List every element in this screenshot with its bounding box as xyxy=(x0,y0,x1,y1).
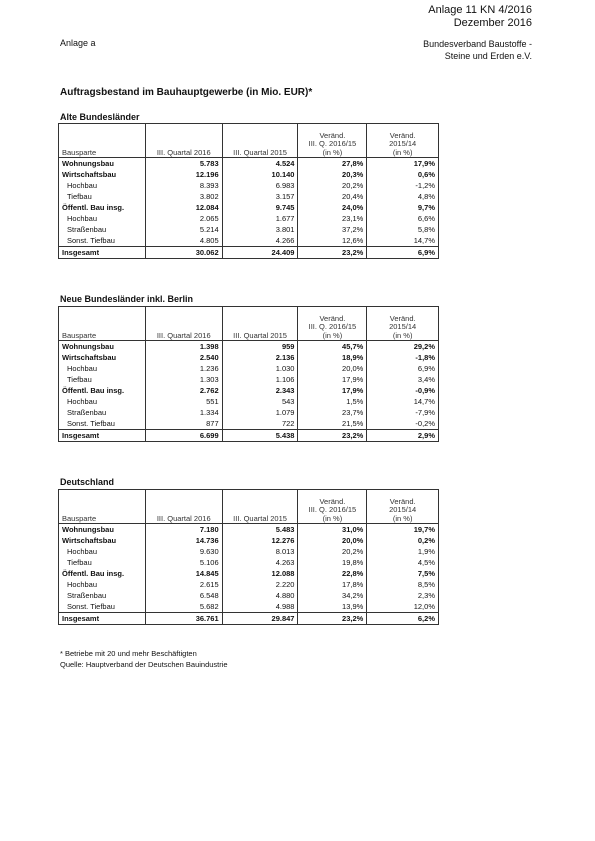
change-2016-15: 1,5% xyxy=(298,396,367,407)
value-q2016: 14.736 xyxy=(145,535,222,546)
value-q2015: 2.220 xyxy=(222,579,298,590)
value-q2016: 877 xyxy=(145,418,222,430)
table-row xyxy=(59,213,439,224)
row-label: Wirtschaftsbau xyxy=(59,535,146,546)
change-2016-15: 23,2% xyxy=(298,430,367,442)
change-2016-15: 37,2% xyxy=(298,224,367,235)
change-2015-14: 14,7% xyxy=(367,396,439,407)
column-header-text: Bausparte xyxy=(62,513,97,523)
value-q2015: 4.263 xyxy=(222,557,298,568)
change-2015-14: 4,8% xyxy=(367,191,439,202)
table-row xyxy=(59,601,439,613)
value-q2015: 10.140 xyxy=(222,169,298,180)
table-row xyxy=(59,158,439,170)
row-label: Hochbau xyxy=(59,363,146,374)
column-header-q2015 xyxy=(222,307,298,341)
column-header-q2015 xyxy=(222,490,298,524)
change-2015-14: 12,0% xyxy=(367,601,439,613)
change-2016-15: 17,9% xyxy=(298,385,367,396)
table-row xyxy=(59,546,439,557)
column-header-text: Veränd. xyxy=(389,496,416,506)
report-date: Dezember 2016 xyxy=(453,17,532,29)
column-header-text: (in %) xyxy=(322,147,343,157)
value-q2016: 7.180 xyxy=(145,524,222,536)
column-header-text: Veränd. xyxy=(389,313,416,323)
table-row xyxy=(59,418,439,430)
row-label: Öffentl. Bau insg. xyxy=(59,385,146,396)
value-q2015: 9.745 xyxy=(222,202,298,213)
change-2015-14: 6,6% xyxy=(367,213,439,224)
column-header-text: (in %) xyxy=(322,513,343,523)
value-q2015: 1.677 xyxy=(222,213,298,224)
column-header-change-2016-15 xyxy=(298,307,367,341)
value-q2015: 8.013 xyxy=(222,546,298,557)
column-header-change-2016-15 xyxy=(298,490,367,524)
data-table xyxy=(58,123,439,259)
change-2016-15: 13,9% xyxy=(298,601,367,613)
change-2016-15: 23,1% xyxy=(298,213,367,224)
row-label: Straßenbau xyxy=(59,590,146,601)
column-header-text: (in %) xyxy=(392,513,413,523)
change-2016-15: 17,8% xyxy=(298,579,367,590)
change-2015-14: 9,7% xyxy=(367,202,439,213)
value-q2016: 1.334 xyxy=(145,407,222,418)
row-label: Straßenbau xyxy=(59,407,146,418)
document-title: Auftragsbestand im Bauhauptgewerbe (in Mio. EUR)* xyxy=(60,87,313,98)
change-2016-15: 34,2% xyxy=(298,590,367,601)
table-row xyxy=(59,191,439,202)
row-label: Wirtschaftsbau xyxy=(59,352,146,363)
row-label: Öffentl. Bau insg. xyxy=(59,202,146,213)
change-2016-15: 21,5% xyxy=(298,418,367,430)
column-header-text: III. Quartal 2016 xyxy=(156,147,211,157)
row-label: Öffentl. Bau insg. xyxy=(59,568,146,579)
change-2016-15: 24,0% xyxy=(298,202,367,213)
value-q2016: 1.236 xyxy=(145,363,222,374)
table-row xyxy=(59,557,439,568)
table-row xyxy=(59,363,439,374)
change-2015-14: 5,8% xyxy=(367,224,439,235)
value-q2016: 5.783 xyxy=(145,158,222,170)
column-header-q2016 xyxy=(145,307,222,341)
column-header-change-2015-14 xyxy=(367,124,439,158)
column-header-q2015 xyxy=(222,124,298,158)
change-2016-15: 20,2% xyxy=(298,180,367,191)
column-header-bausparte xyxy=(59,124,146,158)
change-2015-14: 7,5% xyxy=(367,568,439,579)
value-q2015: 4.524 xyxy=(222,158,298,170)
section-title: Alte Bundesländer xyxy=(60,112,140,122)
change-2016-15: 20,2% xyxy=(298,546,367,557)
value-q2016: 5.106 xyxy=(145,557,222,568)
row-label: Insgesamt xyxy=(59,430,146,442)
value-q2016: 30.062 xyxy=(145,247,222,259)
table-row xyxy=(59,341,439,353)
value-q2015: 4.266 xyxy=(222,235,298,247)
row-label: Sonst. Tiefbau xyxy=(59,418,146,430)
value-q2015: 543 xyxy=(222,396,298,407)
change-2016-15: 20,3% xyxy=(298,169,367,180)
table-row xyxy=(59,374,439,385)
row-label: Insgesamt xyxy=(59,247,146,259)
table-row xyxy=(59,235,439,247)
data-table xyxy=(58,489,439,625)
value-q2015: 1.030 xyxy=(222,363,298,374)
table-row xyxy=(59,535,439,546)
column-header-text: III. Quartal 2016 xyxy=(156,330,211,340)
change-2016-15: 20,4% xyxy=(298,191,367,202)
column-header-text: Bausparte xyxy=(62,147,97,157)
section-title: Deutschland xyxy=(60,477,115,487)
table-row xyxy=(59,613,439,625)
change-2015-14: -7,9% xyxy=(367,407,439,418)
table-row xyxy=(59,224,439,235)
change-2015-14: 2,3% xyxy=(367,590,439,601)
value-q2016: 5.682 xyxy=(145,601,222,613)
value-q2016: 14.845 xyxy=(145,568,222,579)
value-q2015: 5.438 xyxy=(222,430,298,442)
value-q2015: 2.136 xyxy=(222,352,298,363)
column-header-text: III. Q. 2016/15 xyxy=(308,322,357,331)
table-header-row xyxy=(59,307,439,341)
column-header-text: (in %) xyxy=(392,147,413,157)
column-header-bausparte xyxy=(59,490,146,524)
change-2015-14: -0,9% xyxy=(367,385,439,396)
row-label: Wirtschaftsbau xyxy=(59,169,146,180)
change-2015-14: 2,9% xyxy=(367,430,439,442)
column-header-text: Veränd. xyxy=(389,130,416,140)
row-label: Wohnungsbau xyxy=(59,341,146,353)
change-2015-14: 29,2% xyxy=(367,341,439,353)
value-q2016: 1.303 xyxy=(145,374,222,385)
column-header-text: Veränd. xyxy=(319,313,346,323)
row-label: Hochbau xyxy=(59,213,146,224)
value-q2015: 722 xyxy=(222,418,298,430)
value-q2016: 551 xyxy=(145,396,222,407)
value-q2015: 1.079 xyxy=(222,407,298,418)
change-2016-15: 23,2% xyxy=(298,613,367,625)
table-row xyxy=(59,396,439,407)
value-q2016: 2.762 xyxy=(145,385,222,396)
column-header-q2016 xyxy=(145,124,222,158)
table-header-row xyxy=(59,124,439,158)
change-2015-14: 0,6% xyxy=(367,169,439,180)
change-2015-14: 0,2% xyxy=(367,535,439,546)
value-q2015: 959 xyxy=(222,341,298,353)
value-q2015: 6.983 xyxy=(222,180,298,191)
value-q2015: 12.088 xyxy=(222,568,298,579)
column-header-text: (in %) xyxy=(322,330,343,340)
change-2016-15: 31,0% xyxy=(298,524,367,536)
change-2016-15: 23,2% xyxy=(298,247,367,259)
change-2016-15: 20,0% xyxy=(298,363,367,374)
change-2015-14: 19,7% xyxy=(367,524,439,536)
change-2015-14: 6,2% xyxy=(367,613,439,625)
organization-line-2: Steine und Erden e.V. xyxy=(444,51,532,61)
value-q2015: 24.409 xyxy=(222,247,298,259)
row-label: Wohnungsbau xyxy=(59,158,146,170)
change-2015-14: 3,4% xyxy=(367,374,439,385)
table-row xyxy=(59,385,439,396)
value-q2015: 1.106 xyxy=(222,374,298,385)
row-label: Hochbau xyxy=(59,546,146,557)
change-2015-14: 1,9% xyxy=(367,546,439,557)
table-row xyxy=(59,590,439,601)
value-q2015: 3.801 xyxy=(222,224,298,235)
table-row xyxy=(59,169,439,180)
table-row xyxy=(59,579,439,590)
row-label: Straßenbau xyxy=(59,224,146,235)
value-q2016: 6.699 xyxy=(145,430,222,442)
column-header-change-2016-15 xyxy=(298,124,367,158)
change-2015-14: 14,7% xyxy=(367,235,439,247)
table-row xyxy=(59,430,439,442)
change-2016-15: 23,7% xyxy=(298,407,367,418)
value-q2015: 3.157 xyxy=(222,191,298,202)
value-q2016: 5.214 xyxy=(145,224,222,235)
column-header-text: 2015/14 xyxy=(389,322,417,331)
column-header-q2016 xyxy=(145,490,222,524)
value-q2015: 12.276 xyxy=(222,535,298,546)
change-2016-15: 27,8% xyxy=(298,158,367,170)
column-header-text: III. Quartal 2016 xyxy=(156,513,211,523)
change-2015-14: -1,2% xyxy=(367,180,439,191)
source-note: Quelle: Hauptverband der Deutschen Bauindustrie xyxy=(60,660,228,669)
value-q2016: 3.802 xyxy=(145,191,222,202)
column-header-text: Veränd. xyxy=(319,496,346,506)
annex-reference: Anlage 11 KN 4/2016 xyxy=(428,4,532,16)
column-header-text: III. Quartal 2015 xyxy=(233,513,287,523)
change-2015-14: -1,8% xyxy=(367,352,439,363)
data-table xyxy=(58,306,439,442)
value-q2016: 2.540 xyxy=(145,352,222,363)
row-label: Wohnungsbau xyxy=(59,524,146,536)
value-q2016: 4.805 xyxy=(145,235,222,247)
value-q2016: 12.196 xyxy=(145,169,222,180)
row-label: Hochbau xyxy=(59,579,146,590)
change-2016-15: 18,9% xyxy=(298,352,367,363)
value-q2016: 8.393 xyxy=(145,180,222,191)
value-q2016: 2.065 xyxy=(145,213,222,224)
table-header-row xyxy=(59,490,439,524)
annex-label: Anlage a xyxy=(60,38,96,48)
section-title: Neue Bundesländer inkl. Berlin xyxy=(60,294,194,304)
row-label: Sonst. Tiefbau xyxy=(59,235,146,247)
value-q2016: 9.630 xyxy=(145,546,222,557)
table-row xyxy=(59,180,439,191)
change-2015-14: -0,2% xyxy=(367,418,439,430)
organization-line-1: Bundesverband Baustoffe - xyxy=(423,39,532,49)
column-header-text: Veränd. xyxy=(319,130,346,140)
change-2016-15: 22,8% xyxy=(298,568,367,579)
value-q2016: 1.398 xyxy=(145,341,222,353)
change-2016-15: 12,6% xyxy=(298,235,367,247)
value-q2015: 4.880 xyxy=(222,590,298,601)
value-q2016: 2.615 xyxy=(145,579,222,590)
change-2016-15: 45,7% xyxy=(298,341,367,353)
value-q2015: 5.483 xyxy=(222,524,298,536)
change-2016-15: 19,8% xyxy=(298,557,367,568)
column-header-change-2015-14 xyxy=(367,307,439,341)
value-q2016: 36.761 xyxy=(145,613,222,625)
change-2015-14: 8,5% xyxy=(367,579,439,590)
column-header-text: III. Quartal 2015 xyxy=(233,147,287,157)
row-label: Sonst. Tiefbau xyxy=(59,601,146,613)
table-row xyxy=(59,568,439,579)
table-row xyxy=(59,247,439,259)
table-row xyxy=(59,407,439,418)
column-header-text: 2015/14 xyxy=(389,505,417,514)
row-label: Hochbau xyxy=(59,396,146,407)
change-2015-14: 6,9% xyxy=(367,363,439,374)
value-q2015: 4.988 xyxy=(222,601,298,613)
change-2015-14: 17,9% xyxy=(367,158,439,170)
row-label: Tiefbau xyxy=(59,557,146,568)
column-header-change-2015-14 xyxy=(367,490,439,524)
change-2016-15: 17,9% xyxy=(298,374,367,385)
change-2015-14: 6,9% xyxy=(367,247,439,259)
column-header-text: III. Quartal 2015 xyxy=(233,330,287,340)
column-header-text: III. Q. 2016/15 xyxy=(308,505,357,514)
value-q2016: 6.548 xyxy=(145,590,222,601)
table-row xyxy=(59,352,439,363)
change-2016-15: 20,0% xyxy=(298,535,367,546)
footnote: * Betriebe mit 20 und mehr Beschäftigten xyxy=(60,649,197,658)
value-q2016: 12.084 xyxy=(145,202,222,213)
column-header-bausparte xyxy=(59,307,146,341)
value-q2015: 29.847 xyxy=(222,613,298,625)
table-row xyxy=(59,202,439,213)
row-label: Tiefbau xyxy=(59,374,146,385)
value-q2015: 2.343 xyxy=(222,385,298,396)
table-row xyxy=(59,524,439,536)
row-label: Tiefbau xyxy=(59,191,146,202)
change-2015-14: 4,5% xyxy=(367,557,439,568)
column-header-text: (in %) xyxy=(392,330,413,340)
row-label: Insgesamt xyxy=(59,613,146,625)
column-header-text: III. Q. 2016/15 xyxy=(308,139,357,148)
row-label: Hochbau xyxy=(59,180,146,191)
column-header-text: Bausparte xyxy=(62,330,97,340)
column-header-text: 2015/14 xyxy=(389,139,417,148)
